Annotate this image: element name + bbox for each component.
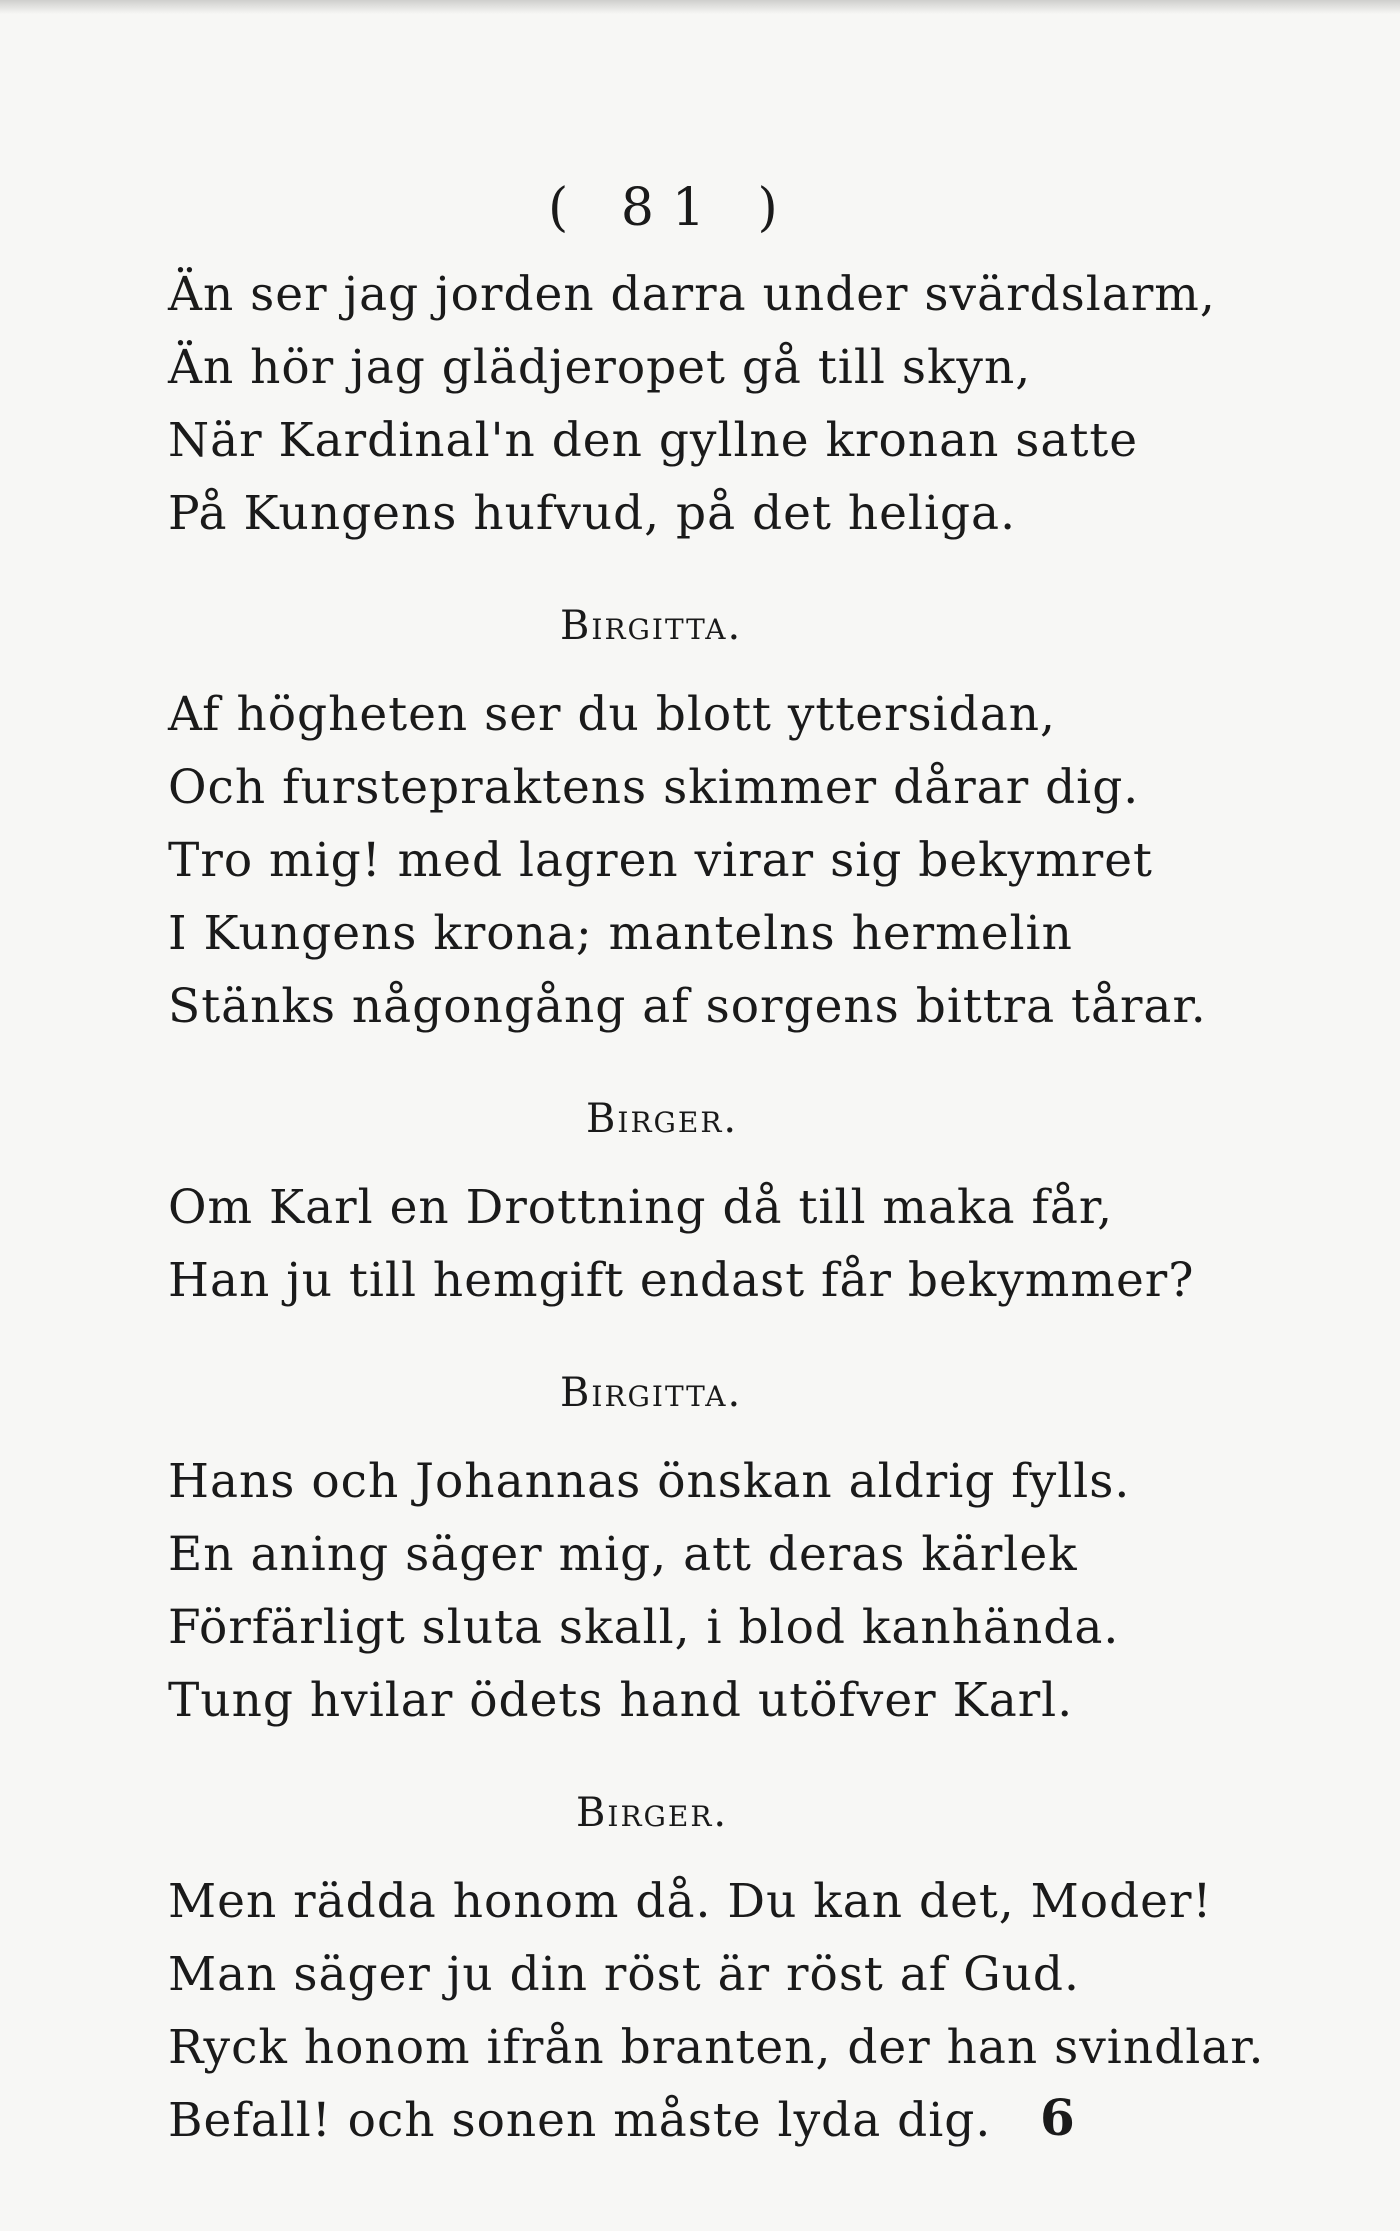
verse-line: Ryck honom ifrån branten, der han svindlar. xyxy=(168,2020,1265,2075)
speaker-name: Birgitta. xyxy=(560,1370,743,1416)
stanza xyxy=(168,258,1218,550)
verse-line: I Kungens krona; mantelns hermelin xyxy=(168,906,1073,961)
speaker-name: Birgitta. xyxy=(560,603,743,649)
verse-line: Om Karl en Drottning då till maka får, xyxy=(168,1180,1114,1235)
verse-line: Stänks någongång af sorgens bittra tårar. xyxy=(168,979,1207,1034)
speaker-name: Birger. xyxy=(576,1790,729,1836)
verse-line: Än ser jag jorden darra under svärdslarm, xyxy=(168,267,1216,322)
verse-line: Men rädda honom då. Du kan det, Moder! xyxy=(168,1874,1213,1929)
stanza xyxy=(168,1363,1218,1737)
verse-line: En aning säger mig, att deras kärlek xyxy=(168,1527,1078,1582)
verse-line: Och furstepraktens skimmer dårar dig. xyxy=(168,760,1140,815)
signature-mark: 6 xyxy=(1040,2088,1075,2147)
verse-line: Hans och Johannas önskan aldrig fylls. xyxy=(168,1454,1131,1509)
verse-line: Af högheten ser du blott yttersidan, xyxy=(168,687,1056,742)
speaker-name: Birger. xyxy=(586,1096,739,1142)
stanza xyxy=(168,596,1218,1043)
verse-line: Befall! och sonen måste lyda dig. xyxy=(168,2093,992,2148)
verse-line: Tro mig! med lagren virar sig bekymret xyxy=(168,833,1153,888)
verse-content xyxy=(168,258,1265,2157)
verse-line: Än hör jag glädjeropet gå till skyn, xyxy=(168,340,1032,395)
stanza xyxy=(168,1089,1218,1317)
verse-line: Tung hvilar ödets hand utöfver Karl. xyxy=(168,1673,1074,1728)
verse-line: På Kungens hufvud, på det heliga. xyxy=(168,486,1017,541)
verse-line: Förfärligt sluta skall, i blod kanhända. xyxy=(168,1600,1120,1655)
verse-line: När Kardinal'n den gyllne kronan satte xyxy=(168,413,1139,468)
page-number: ( 81 ) xyxy=(548,178,796,238)
page-top-edge-shadow xyxy=(0,0,1400,14)
verse-line: Han ju till hemgift endast får bekymmer? xyxy=(168,1253,1195,1308)
verse-line: Man säger ju din röst är röst af Gud. xyxy=(168,1947,1080,2002)
